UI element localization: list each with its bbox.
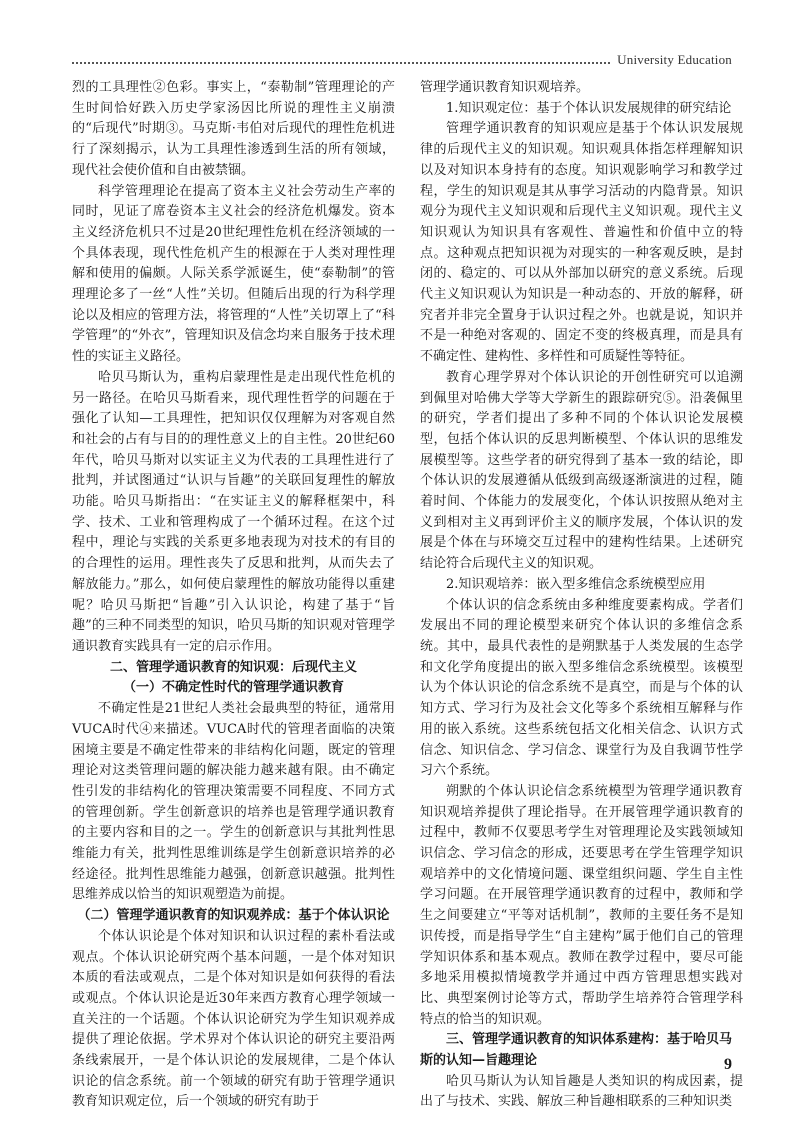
paragraph: 朔默的个体认识论信念系统模型为管理学通识教育知识观培养提供了理论指导。在开展管理学通识教育的过程中，教师不仅要思考学生对管理理论及实践领域知识信念、学习信念的形成，还要思考在学生管理学知识观培养中的文化情境问题、课堂组织问题、学生自主性学习问题。在开展管理学通识教育的过程中，教师和学生之间要建立“平等对话机制”，教师的主要任务不是知识传授，而是指导学生“自主建构”属于他们自己的管理学知识体系和基本观点。教师在教学过程中，要尽可能多地采用模拟情境教学并通过中西方管理思想实践对比、典型案例讨论等方式，帮助学生培养符合管理学科特点的恰当的知识观。 — [420, 783, 743, 1027]
page-number: 9 — [724, 1056, 732, 1073]
paragraph: 不确定性是21世纪人类社会最典型的特征，通常用VUCA时代④来描述。VUCA时代的管理者面临的决策困境主要是不确定性带来的非结构化问题，既定的管理理论对这类管理问题的解决能力越来越有限。由不确定性引发的非结构化的管理决策需要不同程度、不同方式的管理创新。学生创新意识的培养也是管理学通识教育的主要内容和目的之一。学生的创新意识与其批判性思维能力有关，批判性思维训练是学生创新意识培养的必经途径。批判性思维能力越强，创新意识越强。批判性思维养成以恰当的知识观塑造为前提。 — [72, 701, 395, 903]
header-dotted-rule — [72, 62, 610, 64]
paragraph: 哈贝马斯认为认知旨趣是人类知识的构成因素，提出了与技术、实践、解放三种旨趣相联系的三种知识类 — [420, 1073, 743, 1110]
running-header — [72, 48, 732, 72]
sub-subsection-heading: 1.知识观定位：基于个体认识发展规律的研究结论 — [446, 100, 732, 116]
paragraph: 个体认识的信念系统由多种维度要素构成。学者们发展出不同的理论模型来研究个体认识的多维信念系统。其中，最具代表性的是朔默基于人类发展的生态学和文化学角度提出的嵌入型多维信念系统模型。该模型认为个体认识论的信念系统不是真空，而是与个体的认知方式、学习行为及社会文化等多个系统相互解释与作用的嵌入系统。这些系统包括文化相关信念、认识方式信念、知识信念、学习信念、课堂行为及自我调节性学习六个系统。 — [420, 597, 743, 779]
paragraph: 管理学通识教育的知识观应是基于个体认识发展规律的后现代主义的知识观。知识观具体指怎样理解知识以及对知识本身持有的态度。知识观影响学习和教学过程，学生的知识观是其从事学习活动的内隐背景。知识观分为现代主义知识观和后现代主义知识观。现代主义知识观认为知识具有客观性、普遍性和价值中立的特点。这种观点把知识视为对现实的一种客观反映，是封闭的、稳定的、可以从外部加以研究的意义系统。后现代主义知识观认为知识是一种动态的、开放的解释，研究者并非完全置身于认识过程之外。也就是说，知识并不是一种绝对客观的、固定不变的终极真理，而是具有不确定性、建构性、多样性和可质疑性等特征。 — [420, 121, 743, 365]
paragraph: 个体认识论是个体对知识和认识过程的素朴看法或观点。个体认识论研究两个基本问题，一是个体对知识本质的看法或观点，二是个体对知识是如何获得的看法或观点。个体认识论是近30年来西方教育心理学领域一直关注的一个话题。个体认识论研究为学生知识观养成提供了理论依据。学术界对个体认识论的研究主要沿两条线索展开，一是个体认识论的发展规律，二是个体认识论的信念系统。前一个领域的研究有助于管理学通识教育知识观定位，后一个领域的研究有助于 — [72, 928, 395, 1110]
paragraph: 烈的工具理性②色彩。事实上，“泰勒制”管理理论的产生时间恰好跌入历史学家汤因比所说的理性主义崩溃的“后现代”时期③。马克斯·韦伯对后现代的理性危机进行了深刻揭示，认为工具理性渗透到生活的所有领域，现代社会使价值和自由被禁锢。 — [72, 80, 395, 178]
subsection-heading: （二）管理学通识教育的知识观养成：基于个体认识论 — [77, 908, 390, 924]
section-heading: 二、管理学通识教育的知识观：后现代主义 — [109, 659, 357, 675]
right-column — [420, 78, 743, 1110]
paragraph: 教育心理学界对个体认识论的开创性研究可以追溯到佩里对哈佛大学等大学新生的跟踪研究⑤。沿袭佩里的研究，学者们提出了多种不同的个体认识论发展模型，包括个体认识的反思判断模型、个体认识的思维发展模型等。这些学者的研究得到了基本一致的结论，即个体认识的发展遵循从低级到高级逐渐演进的过程，随着时间、个体能力的发展变化，个体认识按照从绝对主义到相对主义再到评价主义的顺序发展，个体认识的发展是个体在与环境交互过程中的建构性结果。上述研究结论符合后现代主义的知识观。 — [420, 369, 743, 572]
journal-name: University Education — [617, 52, 732, 67]
paragraph: 管理学通识教育知识观培养。 — [420, 80, 590, 95]
section-heading: 三、管理学通识教育的知识体系建构：基于哈贝马斯的认知—旨趣理论 — [420, 1032, 733, 1069]
paragraph: 科学管理理论在提高了资本主义社会劳动生产率的同时，见证了席卷资本主义社会的经济危机爆发。资本主义经济危机只不过是20世纪理性危机在经济领域的一个具体表现，现代性危机产生的根源在于人类对理性理解和使用的偏颇。人际关系学派诞生，使“泰勒制”的管理理论多了一丝“人性”关切。但随后出现的行为科学理论以及相应的管理方法，将管理的“人性”关切罩上了“科学管理”的“外衣”，管理知识及信念均来自服务于技术理性的实证主义路径。 — [72, 183, 395, 365]
sub-subsection-heading: 2.知识观培养：嵌入型多维信念系统模型应用 — [446, 576, 706, 592]
left-column — [72, 78, 395, 1110]
subsection-heading: （一）不确定性时代的管理学通识教育 — [122, 680, 344, 696]
paragraph: 哈贝马斯认为，重构启蒙理性是走出现代性危机的另一路径。在哈贝马斯看来，现代理性哲学的问题在于强化了认知—工具理性，把知识仅仅理解为对客观自然和社会的占有与目的的理性意义上的自主性。20世纪60年代，哈贝马斯对以实证主义为代表的工具理性进行了批判，并试图通过“认识与旨趣”的关联回复理性的解放功能。哈贝马斯指出：“在实证主义的解释框架中，科学、技术、工业和管理构成了一个循环过程。在这个过程中，理论与实践的关系更多地表现为对技术的有目的的合理性的运用。理性丧失了反思和批判，从而失去了解放能力。”那么，如何使启蒙理性的解放功能得以重建呢？哈贝马斯把“旨趣”引入认识论，构建了基于“旨趣”的三种不同类型的知识，哈贝马斯的知识观对管理学通识教育实践具有一定的启示作用。 — [72, 369, 395, 654]
